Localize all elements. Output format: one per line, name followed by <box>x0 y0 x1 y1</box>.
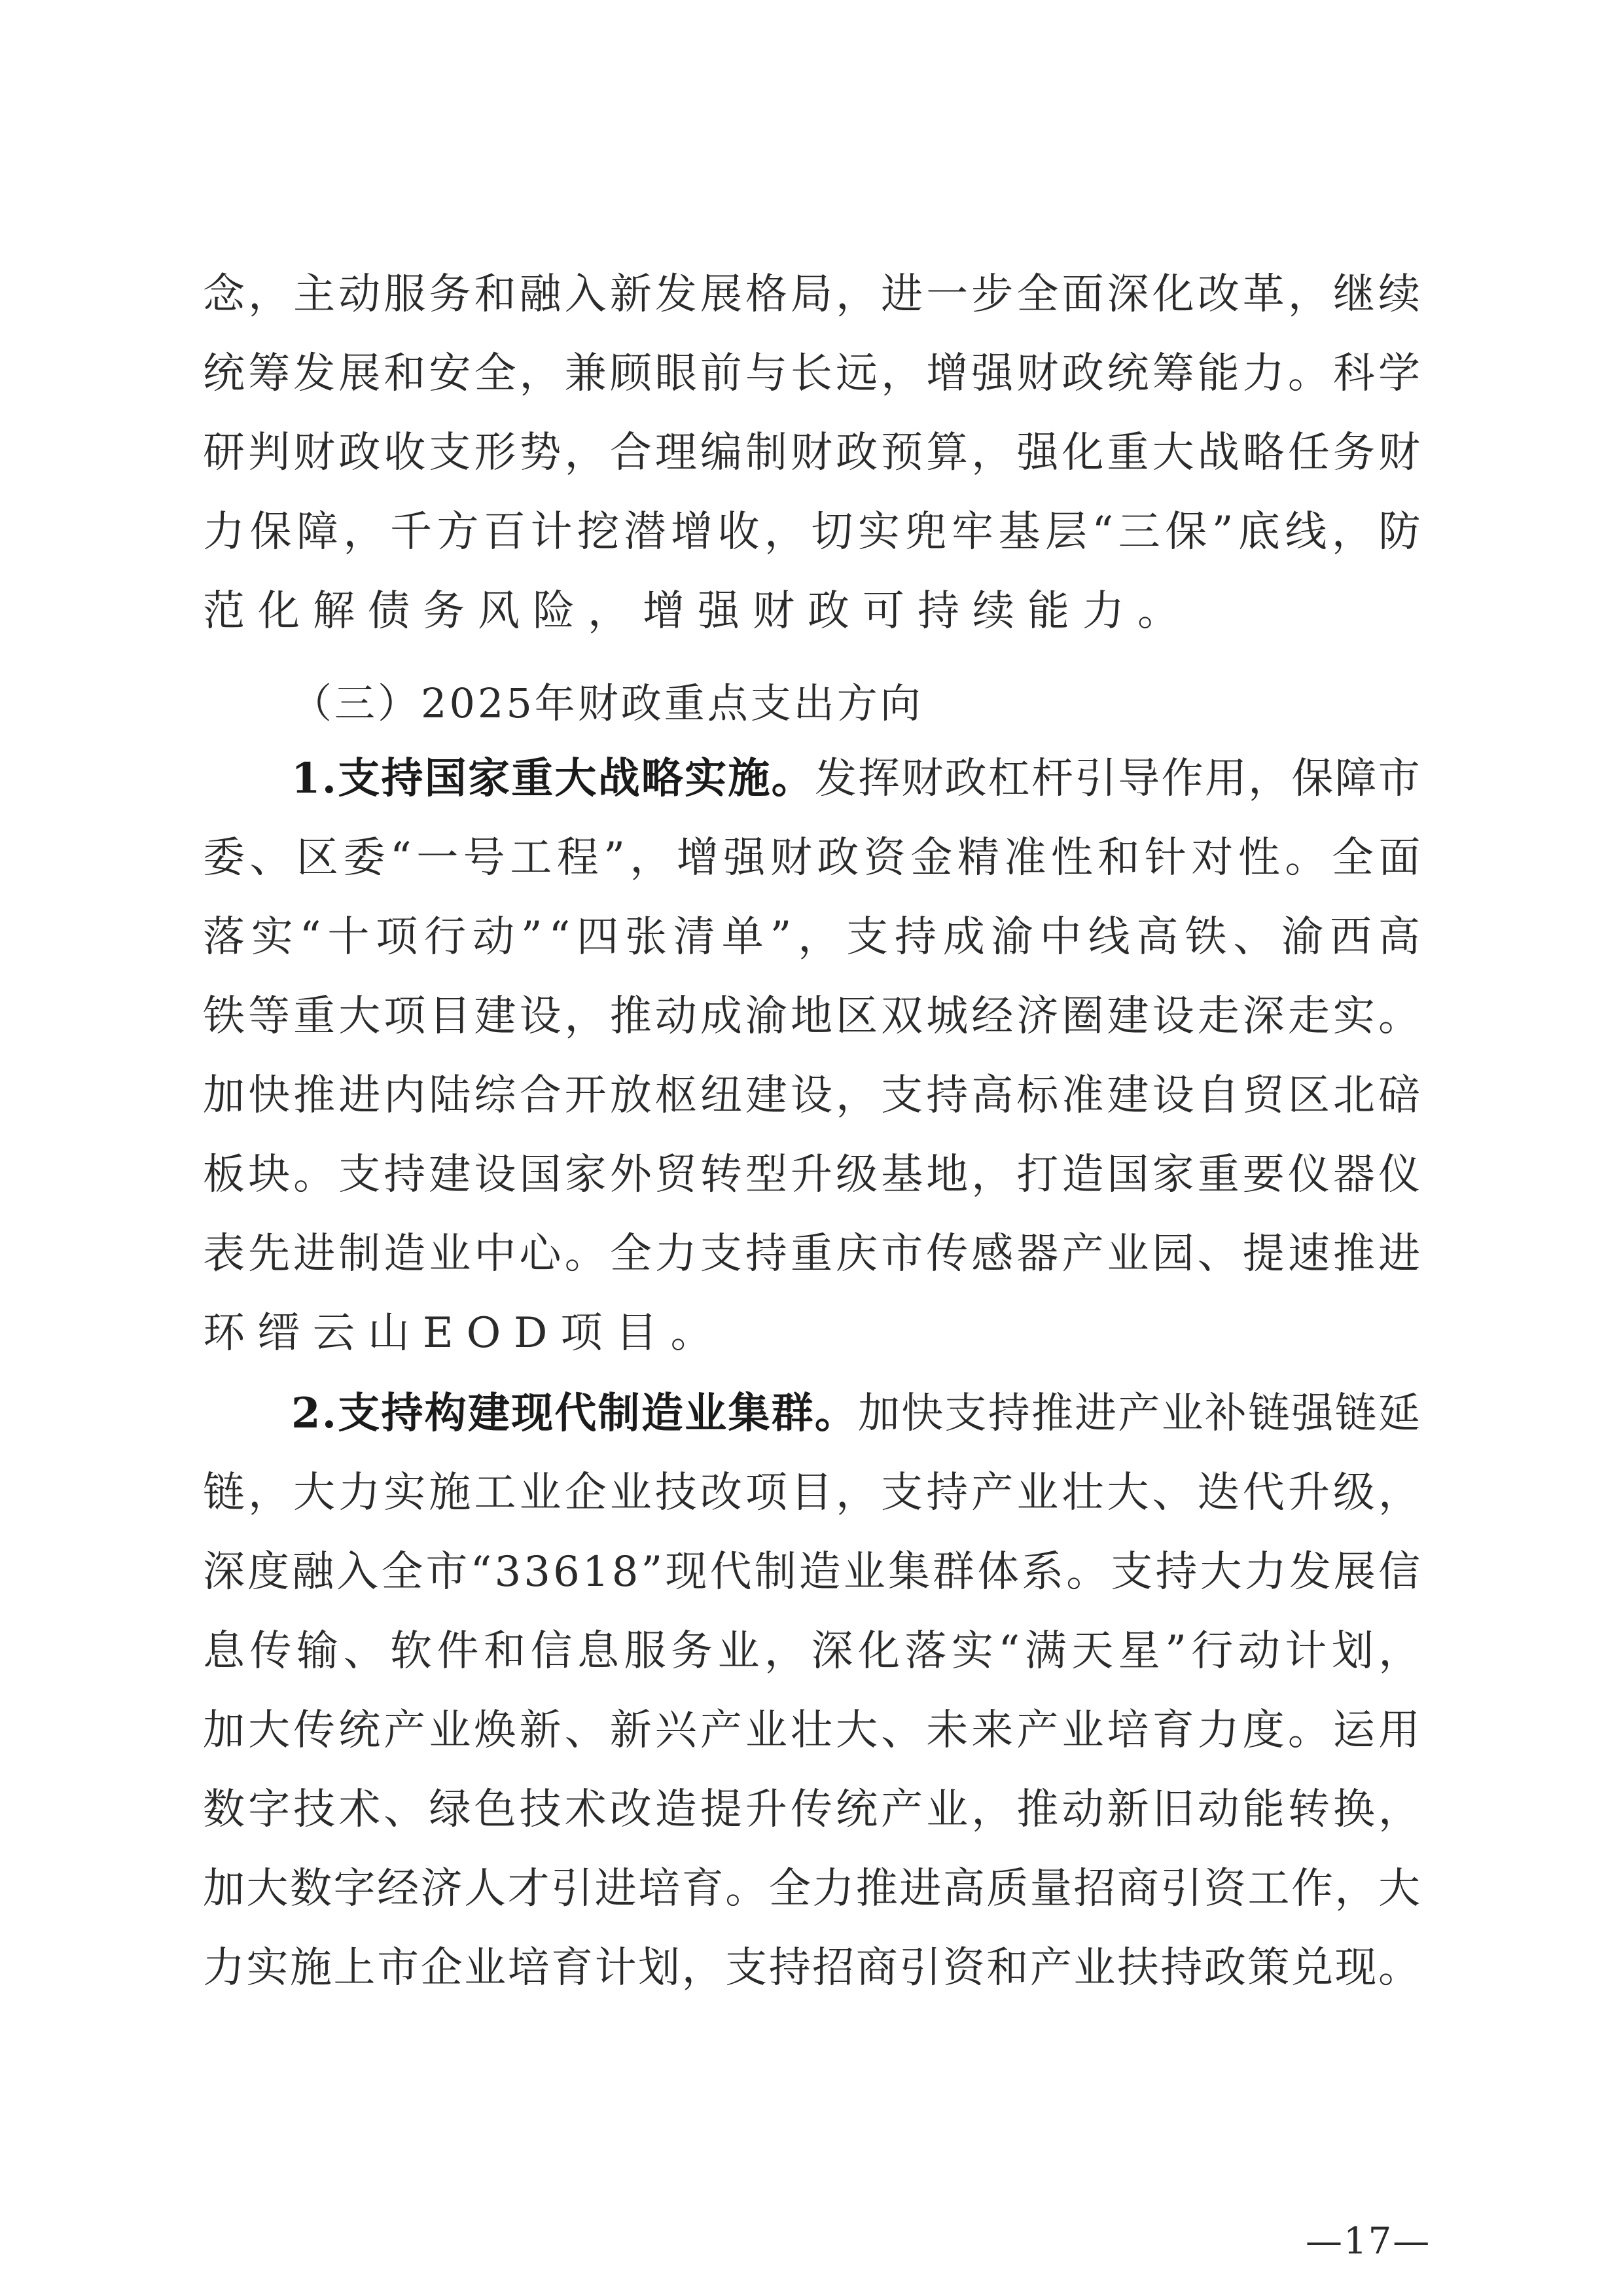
paragraph-line: 数字技术、绿色技术改造提升传统产业，推动新旧动能转换， <box>203 1785 1424 1834</box>
paragraph-line: 板块。支持建设国家外贸转型升级基地，打造国家重要仪器仪 <box>203 1151 1424 1199</box>
paragraph-line: 链，大力实施工业企业技改项目，支持产业壮大、迭代升级， <box>203 1469 1424 1517</box>
paragraph-line: 环缙云山EOD项目。 <box>203 1309 726 1357</box>
item-title: 2.支持构建现代制造业集群。 <box>291 1389 859 1438</box>
paragraph-line: 1.支持国家重大战略实施。发挥财政杠杆引导作用，保障市 <box>291 754 1422 803</box>
paragraph-line: 深度融入全市“33618”现代制造业集群体系。支持大力发展信 <box>203 1548 1423 1596</box>
paragraph-line: 铁等重大项目建设，推动成渝地区双城经济圈建设走深走实。 <box>203 992 1424 1041</box>
paragraph-line: 加快推进内陆综合开放枢纽建设，支持高标准建设自贸区北碚 <box>203 1071 1424 1120</box>
page-number: —17— <box>1306 2220 1431 2263</box>
paragraph-line: 范化解债务风险，增强财政可持续能力。 <box>203 587 1192 636</box>
paragraph-line: 统筹发展和安全，兼顾眼前与长远，增强财政统筹能力。科学 <box>203 350 1424 398</box>
item-title: 1.支持国家重大战略实施。 <box>291 754 815 803</box>
paragraph-line: 委、区委“一号工程”，增强财政资金精准性和针对性。全面 <box>203 834 1425 882</box>
paragraph-line: 力保障，千方百计挖潜增收，切实兜牢基层“三保”底线，防 <box>203 508 1425 556</box>
paragraph-line: 2.支持构建现代制造业集群。加快支持推进产业补链强链延 <box>291 1389 1422 1438</box>
paragraph-line: 加大传统产业焕新、新兴产业壮大、未来产业培育力度。运用 <box>203 1706 1424 1755</box>
paragraph-line: 研判财政收支形势，合理编制财政预算，强化重大战略任务财 <box>203 429 1424 477</box>
paragraph-line: 落实“十项行动”“四张清单”，支持成渝中线高铁、渝西高 <box>203 913 1427 961</box>
paragraph-line: 力实施上市企业培育计划，支持招商引资和产业扶持政策兑现。 <box>203 1944 1422 1992</box>
paragraph-line: 加大数字经济人才引进培育。全力推进高质量招商引资工作，大 <box>203 1865 1422 1913</box>
section-heading: （三）2025年财政重点支出方向 <box>291 679 923 727</box>
paragraph-line: 表先进制造业中心。全力支持重庆市传感器产业园、提速推进 <box>203 1230 1424 1278</box>
paragraph-line: 息传输、软件和信息服务业，深化落实“满天星”行动计划， <box>203 1627 1425 1676</box>
paragraph-line: 念，主动服务和融入新发展格局，进一步全面深化改革，继续 <box>203 270 1424 319</box>
